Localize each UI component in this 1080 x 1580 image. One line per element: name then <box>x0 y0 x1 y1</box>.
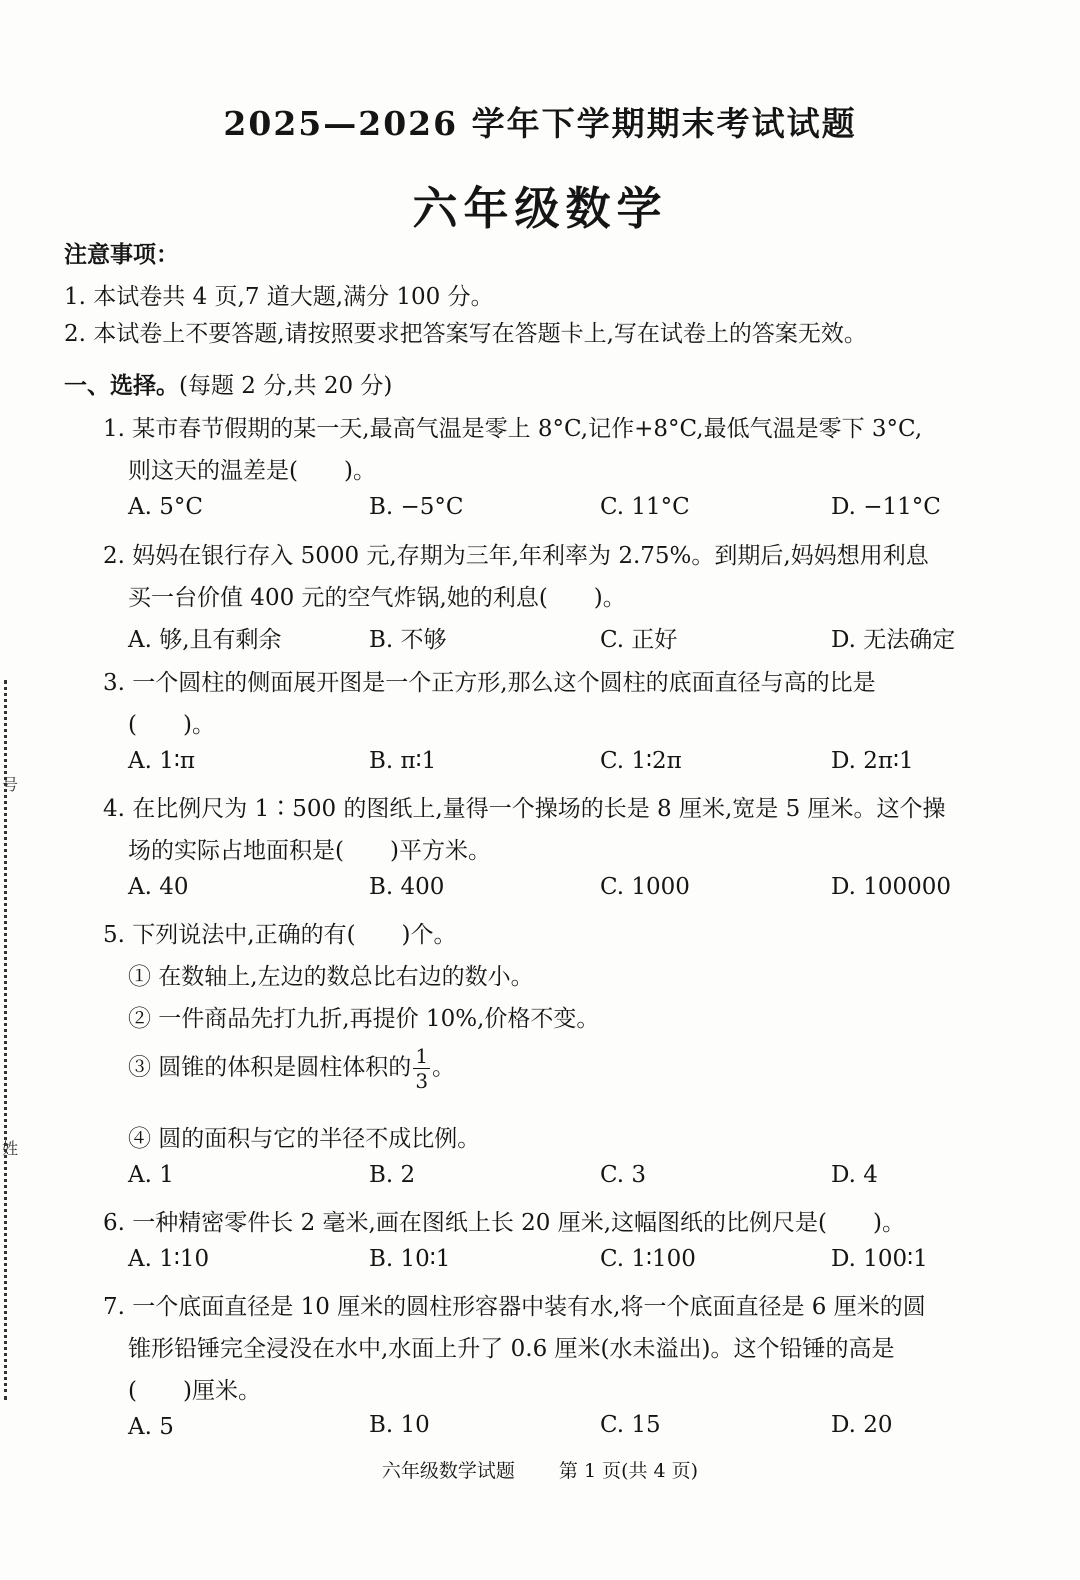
question-6-line-1: 6. 一种精密零件长 2 毫米,画在图纸上长 20 厘米,这幅图纸的比例尺是( )。 <box>103 1210 905 1236</box>
question-4-option-d: D. 100000 <box>831 874 952 900</box>
question-6-option-b: B. 10∶1 <box>369 1246 451 1272</box>
question-3-option-b: B. π∶1 <box>369 748 437 774</box>
footer-page-number: 第 1 页(共 4 页) <box>558 1460 699 1482</box>
question-3-option-c: C. 1∶2π <box>600 748 682 774</box>
question-7-line-2: 锥形铅锤完全浸没在水中,水面上升了 0.6 厘米(水未溢出)。这个铅锤的高是 <box>128 1336 895 1362</box>
binding-mark-name: 姓 <box>2 1139 19 1158</box>
question-5-statement-4: ④ 圆的面积与它的半径不成比例。 <box>128 1126 481 1152</box>
notice-heading: 注意事项： <box>64 241 179 268</box>
question-4-option-a: A. 40 <box>128 874 189 900</box>
question-6-option-c: C. 1∶100 <box>600 1246 696 1272</box>
one-third-fraction <box>413 1046 430 1091</box>
question-7-line-1: 7. 一个底面直径是 10 厘米的圆柱形容器中装有水,将一个底面直径是 6 厘米的圆 <box>103 1294 926 1320</box>
question-7-option-b: B. 10 <box>369 1412 430 1438</box>
question-1-line-1: 1. 某市春节假期的某一天,最高气温是零上 8°C,记作+8°C,最低气温是零下 3°C, <box>103 416 923 442</box>
question-2-line-2: 买一台价值 400 元的空气炸锅,她的利息( )。 <box>128 585 626 611</box>
question-6-option-a: A. 1∶10 <box>128 1246 210 1272</box>
question-5-line-1: 5. 下列说法中,正确的有( )个。 <box>103 922 457 948</box>
question-7-line-3: ( )厘米。 <box>128 1378 261 1404</box>
question-7-option-d: D. 20 <box>831 1412 893 1438</box>
question-4-line-1: 4. 在比例尺为 1∶500 的图纸上,量得一个操场的长是 8 厘米,宽是 5 厘米。这个操 <box>103 796 946 822</box>
question-5-option-a: A. 1 <box>128 1162 174 1188</box>
question-1-line-2: 则这天的温差是( )。 <box>128 458 376 484</box>
question-4-option-c: C. 1000 <box>600 874 690 900</box>
question-5-statement-3-end: 。 <box>432 1054 456 1081</box>
question-1-option-d: D. −11°C <box>831 494 941 520</box>
question-1-option-b: B. −5°C <box>369 494 464 520</box>
question-5-statement-3 <box>128 1046 455 1091</box>
question-1-option-a: A. 5°C <box>128 494 203 520</box>
question-2-option-c: C. 正好 <box>600 627 678 653</box>
fraction-numerator: 1 <box>415 1044 429 1068</box>
question-4-line-2: 场的实际占地面积是( )平方米。 <box>128 838 491 864</box>
question-4-option-b: B. 400 <box>369 874 445 900</box>
notice-item-1: 1. 本试卷共 4 页,7 道大题,满分 100 分。 <box>64 284 494 310</box>
question-7-option-c: C. 15 <box>600 1412 661 1438</box>
question-3-option-a: A. 1∶π <box>128 748 195 774</box>
question-2-option-d: D. 无法确定 <box>831 627 956 653</box>
footer-exam-name: 六年级数学试题 <box>381 1460 515 1482</box>
question-2-option-b: B. 不够 <box>369 627 447 653</box>
question-5-statement-2: ② 一件商品先打九折,再提价 10%,价格不变。 <box>128 1006 600 1032</box>
question-2-line-1: 2. 妈妈在银行存入 5000 元,存期为三年,年利率为 2.75%。到期后,妈妈想用利息 <box>103 543 929 569</box>
section-note: (每题 2 分,共 20 分) <box>179 373 393 399</box>
question-5-statement-1: ① 在数轴上,左边的数总比右边的数小。 <box>128 964 534 990</box>
fraction-denominator: 3 <box>415 1069 429 1093</box>
exam-title: 2025—2026 学年下学期期末考试试题 <box>223 104 857 143</box>
question-3-line-1: 3. 一个圆柱的侧面展开图是一个正方形,那么这个圆柱的底面直径与高的比是 <box>103 670 876 696</box>
page-footer <box>0 1456 1080 1483</box>
question-5-statement-3-text: ③ 圆锥的体积是圆柱体积的 <box>128 1054 412 1081</box>
exam-subject: 六年级数学 <box>412 182 668 235</box>
binding-mark-number: 号 <box>2 775 19 794</box>
question-5-option-b: B. 2 <box>369 1162 416 1188</box>
question-3-option-d: D. 2π∶1 <box>831 748 914 774</box>
question-2-option-a: A. 够,且有剩余 <box>128 627 282 653</box>
section-title: 一、选择。 <box>64 372 179 399</box>
section-heading <box>64 367 392 400</box>
notice-item-2: 2. 本试卷上不要答题,请按照要求把答案写在答题卡上,写在试卷上的答案无效。 <box>64 321 867 347</box>
question-6-option-d: D. 100∶1 <box>831 1246 928 1272</box>
question-5-option-c: C. 3 <box>600 1162 647 1188</box>
question-3-line-2: ( )。 <box>128 712 215 738</box>
question-7-option-a: A. 5 <box>128 1414 174 1440</box>
question-1-option-c: C. 11°C <box>600 494 690 520</box>
question-5-option-d: D. 4 <box>831 1162 878 1188</box>
